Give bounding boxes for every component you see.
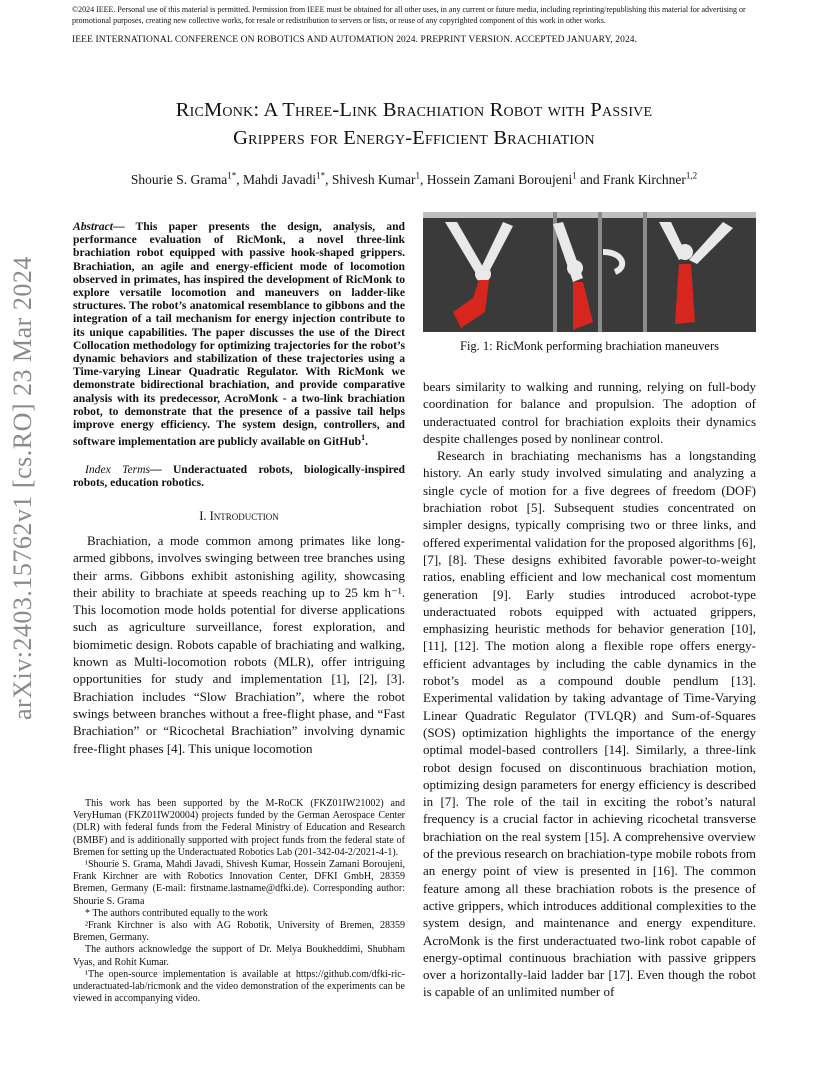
intro-right-column <box>423 378 756 1001</box>
index-terms: Index Terms— Underactuated robots, biologically-inspired robots, education robotics. <box>73 463 405 490</box>
author-2: Mahdi Javadi$^{1*}$, <box>243 170 332 187</box>
intro-paragraph: Brachiation, a mode common among primates like long-armed gibbons, involves swinging between tree branches using their arms. Gibbons exhibit astonishing agility, showcasing their ability to brachiate at speeds reaching up to 25 km h⁻¹. This locomotion mode holds potential for diverse applications such as agriculture surveillance, forest exploration, and biomimetic design. Robots capable of brachiating and walking, known as Multi-locomotion robots (MLR), offer intriguing opportunities for study and implementation [1], [2], [3]. Brachiation includes “Slow Brachiation”, where the robot swings between branches without a free-flight phase, and “Fast Brachiation” or “Ricochetal Brachiation” involving dynamic free-flight phases [4]. This unique locomotion <box>73 533 405 756</box>
paper-title <box>0 96 828 152</box>
title-line-2: Grippers for Energy-Efficient Brachiation <box>233 127 595 149</box>
conference-line: IEEE INTERNATIONAL CONFERENCE ON ROBOTICS AND AUTOMATION 2024. PREPRINT VERSION. ACCEPTED JANUARY, 2024. <box>72 35 638 45</box>
footnote-github: ¹The open-source implementation is available at https://github.com/dfki-ric-underactuated-lab/ricmonk and the video demonstration of the experiments can be viewed in accompanying video. <box>73 968 405 1005</box>
author-1: Shourie S. Grama$^{1*}$, <box>130 170 243 187</box>
figure-robot-photo <box>423 212 756 332</box>
author-4: Hossein Zamani Boroujeni$^1$ and <box>426 170 603 187</box>
figure-caption: Fig. 1: RicMonk performing brachiation maneuvers <box>460 339 719 353</box>
abstract-footnote-mark: 1 <box>361 433 366 443</box>
abstract-label: Abstract <box>73 220 113 233</box>
footnote-equal-contribution: * The authors contributed equally to the work <box>85 907 268 919</box>
footnote-kirchner: ²Frank Kirchner is also with AG Robotik, University of Bremen, 28359 Bremen, Germany. <box>73 920 405 944</box>
author-3: Shivesh Kumar$^1$, <box>331 170 427 187</box>
robot-photo-illustration <box>423 212 756 332</box>
ladder-bar <box>423 212 756 218</box>
abstract: Abstract— This paper presents the design, analysis, and performance evaluation of RicMonk, a novel three-link brachiation robot equipped with passive hook-shaped grippers. Brachiation, an agile and energy-efficient mode of locomotion observed in primates, has inspired the development of RicMonk to explore versatile locomotion and maneuvers on ladder-like structures. The robot’s anatomical resemblance to gibbons and the integration of a tail mechanism for energy injection contribute to its unique capabilities. The paper discusses the use of the Direct Collocation methodology for optimizing trajectories for the robot’s dynamic behaviors and stabilization of these trajectories using a Time-varying Linear Quadratic Regulator. With RicMonk we demonstrate bidirectional brachiation, and provide comparative analysis with its predecessor, AcroMonk - a two-link brachiation robot, to demonstrate that the presence of a passive tail helps improve energy efficiency. The system design, controllers, and software implementation are publicly available on GitHub$^1$. <box>73 220 405 449</box>
footnote-acknowledgement: The authors acknowledge the support of Dr. Melya Boukheddimi, Shubham Vyas, and Rohit Kumar. <box>73 944 405 968</box>
author-5: Frank Kirchner$^{1,2}$ <box>602 170 698 187</box>
section-heading: I. Introduction <box>199 509 279 523</box>
author-list <box>0 170 828 188</box>
intro-left-column <box>73 532 405 757</box>
index-terms-label: Index Terms <box>85 463 151 476</box>
arxiv-identifier: arXiv:2403.15762v1 [cs.RO] 23 Mar 2024 <box>8 256 37 720</box>
abstract-text: This paper presents the design, analysis, and performance evaluation of RicMonk, a novel three-link brachiation robot equipped with passive hook-shaped grippers. Brachiation, an agile and energy-efficient mode of locomotion observed in primates, has inspired the development of RicMonk to explore versatile locomotion and maneuvers on ladder-like structures. The robot’s anatomical resemblance to gibbons and the integration of a tail mechanism for energy injection contribute to its unique capabilities. The paper discusses the use of the Direct Collocation methodology for optimizing trajectories for the robot’s dynamic behaviors and stabilization of these trajectories using a Time-varying Linear Quadratic Regulator. With RicMonk we demonstrate bidirectional brachiation, and provide comparative analysis with its predecessor, AcroMonk - a two-link brachiation robot, to demonstrate that the presence of a passive tail helps improve energy efficiency. The system design, controllers, and software implementation are publicly available on GitHub <box>73 220 405 449</box>
footnote-funding: This work has been supported by the M-RoCK (FKZ01IW21002) and VeryHuman (FKZ01IW20004) projects funded by the German Aerospace Center (DLR) with federal funds from the Federal Ministry of Education and Research (BMBF) and is additionally supported with project funds from the federal state of Bremen for setting up the Underactuated Robotics Lab (201-342-04-2/2021-4-1). <box>73 798 405 858</box>
copyright-notice: ©2024 IEEE. Personal use of this material is permitted. Permission from IEEE must be obtained for all other uses, in any current or future media, including reprinting/republishing this material for advertising or promotional purposes, creating new collective works, for resale or redistribution to servers or lists, or reuse of any copyrighted component of this work in other works. <box>72 5 746 25</box>
footnotes <box>73 798 405 1005</box>
index-terms-text: Underactuated robots, biologically-inspired robots, education robotics. <box>73 463 405 490</box>
intro-right-paragraph-1: bears similarity to walking and running, relying on full-body coordination for balance and propulsion. The adoption of underactuated control for brachiation exploits their dynamics despite challenges posed by nonlinear control. <box>423 379 756 446</box>
title-line-1: RicMonk: A Three-Link Brachiation Robot with Passive <box>175 99 653 121</box>
intro-right-paragraph-2: Research in brachiating mechanisms has a longstanding history. An early study involved simulating and analyzing a single cycle of motion for a five degrees of freedom (DOF) brachiation robot [5]. Subsequent studies concentrated on simpler designs, typically comprising two or three links, and offered experimental validation for the proposed algorithms [6], [7], [8]. These designs exhibited favorable power-to-weight ratios, enabling efficient and low mechanical cost momentum generation [9]. Early studies introduced acrobot-type underactuated robots equipped with actuated grippers, emphasizing heuristic methods for behavior generation [10], [11], [12]. The motion along a flexible rope offers energy-efficient advantages by including the cable dynamics in the robot’s model as a compound double pendlum [13]. Experimental validation by taking advantage of Time-Varying Linear Quadratic Regulator (TVLQR) and Sum-of-Squares (SOS) optimization highlights the importance of the energy optimal model-based controllers [14]. Similarly, a three-link robot design focused on discontinuous brachiation motion, optimizing design parameters for energy efficiency is described in [7]. The role of the tail in exciting the robot’s natural frequency is a crucial factor in achieving ricochetal transverse brachiation on the real system [15]. A comprehensive overview of the previous research on brachiation-type mobile robots from an energy point of view is presented in [16]. The common feature among all these brachiation robots is the presence of active grippers, which introduces additional complexities to the system design, and maintenance and energy expenditure. AcroMonk is the first underactuated two-link robot capable of energy-optimal continuous brachiation with passive grippers over a horizontally-laid ladder bar [17]. Even though the robot is capable of an unlimited number of <box>423 448 756 1000</box>
footnote-affiliation: ¹Shourie S. Grama, Mahdi Javadi, Shivesh Kumar, Hossein Zamani Boroujeni, Frank Kirchner are with Robotics Innovation Center, DFKI GmbH, 28359 Bremen, Germany (E-mail: firstname.lastname@dfki.de). Corresponding author: Shourie S. Grama <box>73 859 405 907</box>
